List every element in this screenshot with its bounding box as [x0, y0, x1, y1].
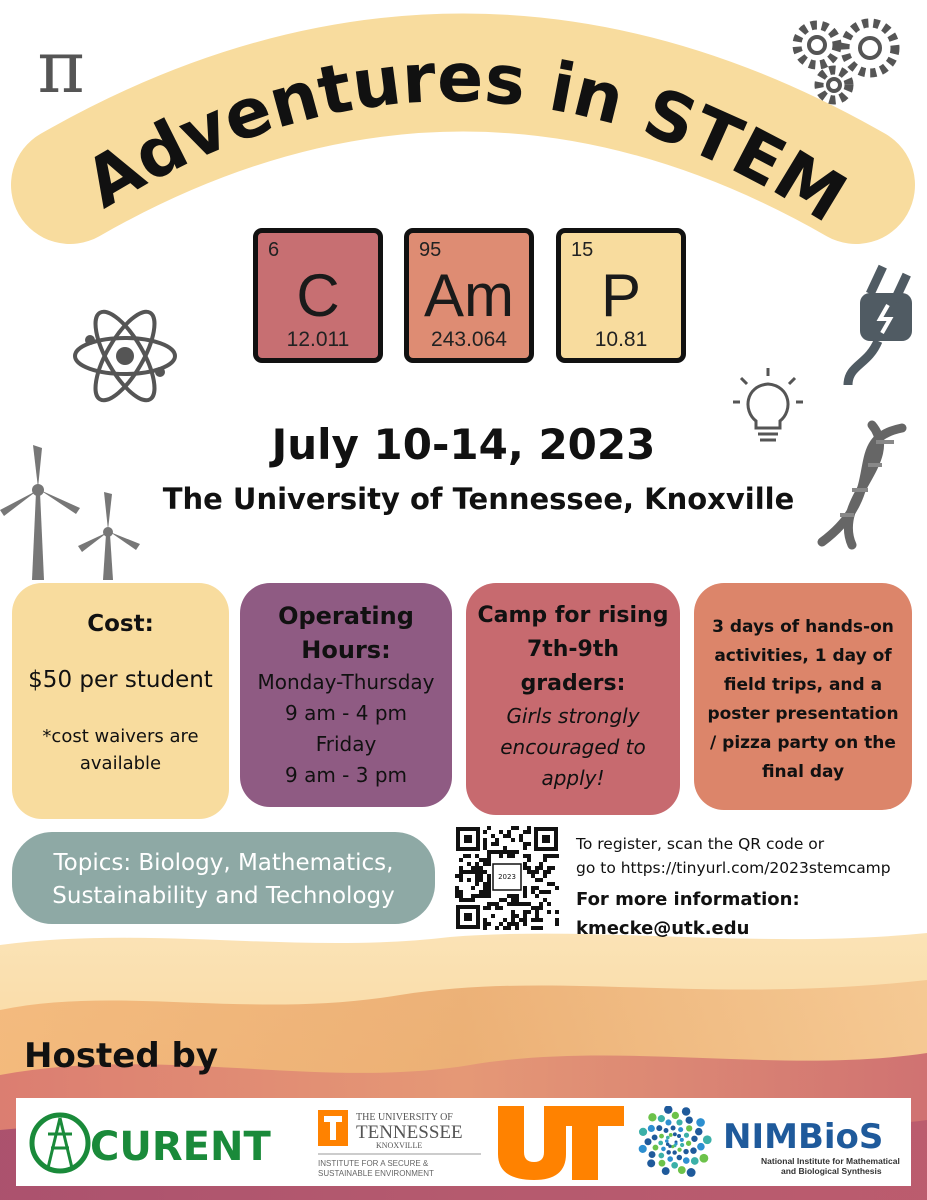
- ut-city: KNOXVILLE: [376, 1141, 423, 1150]
- element-tile-americium: [404, 228, 534, 363]
- activities-box: [694, 583, 912, 810]
- power-t-logo: [496, 1104, 626, 1182]
- element-tile-phosphorus: [556, 228, 686, 363]
- ut-name: TENNESSEE: [356, 1122, 463, 1143]
- hours-days-weekday: Monday-Thursday: [257, 670, 435, 694]
- activities-line6: final day: [761, 762, 845, 782]
- atomic-number: 6: [268, 239, 280, 261]
- cost-note: *cost waivers are available: [42, 726, 199, 774]
- event-venue: The University of Tennessee, Knoxville: [162, 482, 795, 516]
- sponsor-logos: [16, 1098, 911, 1186]
- ut-institute-line2: SUSTAINABLE ENVIRONMENT: [318, 1169, 434, 1178]
- pi-icon: [20, 32, 102, 102]
- hours-time-friday: 9 am - 3 pm: [284, 763, 407, 787]
- topics-line2: Sustainability and Technology: [52, 883, 395, 909]
- hours-days-friday: Friday: [315, 732, 377, 756]
- event-date: July 10-14, 2023: [271, 420, 656, 469]
- hours-heading-line1: Operating: [278, 602, 414, 630]
- grades-note-line3: apply!: [541, 766, 605, 790]
- hours-heading-line2: Hours:: [301, 636, 391, 664]
- gears-icon: [782, 10, 907, 110]
- cost-box: [12, 583, 229, 819]
- element-symbol: C: [296, 262, 340, 329]
- atomic-mass: 12.011: [286, 328, 350, 351]
- contact-email[interactable]: kmecke@utk.edu: [576, 918, 750, 939]
- curent-logo: [28, 1110, 298, 1176]
- qr-code[interactable]: [455, 826, 559, 930]
- atomic-mass: 243.064: [431, 328, 507, 351]
- register-instructions: [576, 832, 926, 880]
- qr-center-label: 2023: [498, 873, 516, 881]
- grades-box: [466, 583, 680, 815]
- ut-small-label: THE UNIVERSITY OF: [356, 1112, 453, 1123]
- register-link[interactable]: go to https://tinyurl.com/2023stemcamp: [576, 859, 891, 877]
- hours-box: [240, 583, 452, 807]
- ut-institute-line1: INSTITUTE FOR A SECURE &: [318, 1159, 429, 1168]
- hosted-by-heading: Hosted by: [24, 1036, 219, 1076]
- grades-heading-line1: Camp for rising: [477, 603, 669, 628]
- page-title: Adventures in STEM: [72, 38, 860, 239]
- atomic-number: 95: [419, 239, 442, 261]
- atomic-number: 15: [571, 239, 594, 261]
- element-symbol: P: [600, 262, 642, 329]
- element-symbol: Am: [424, 262, 514, 329]
- element-tile-carbon: [253, 228, 383, 363]
- grades-heading-line2: 7th-9th: [526, 637, 620, 662]
- svg-text:π: π: [37, 32, 85, 102]
- nimbios-sub-line1: National Institute for Mathematical: [761, 1156, 900, 1166]
- topics-line1: Topics: Biology, Mathematics,: [53, 850, 394, 876]
- grades-note-line2: encouraged to: [500, 735, 646, 759]
- topics-pill: [12, 832, 435, 924]
- atom-icon: [72, 300, 178, 412]
- activities-line1: 3 days of hands-on: [712, 617, 894, 637]
- curent-wordmark: CURENT: [90, 1124, 271, 1170]
- activities-line4: poster presentation: [707, 704, 899, 724]
- register-line1: To register, scan the QR code or: [576, 835, 825, 853]
- atomic-mass: 10.81: [594, 328, 648, 351]
- cost-heading: Cost:: [87, 611, 154, 637]
- grades-heading-line3: graders:: [520, 671, 626, 696]
- activities-line3: field trips, and a: [723, 675, 883, 695]
- cost-price: $50 per student: [28, 667, 213, 693]
- hours-time-weekday: 9 am - 4 pm: [284, 701, 407, 725]
- more-info-label: For more information:: [576, 889, 800, 910]
- plug-icon: [838, 255, 924, 390]
- more-info: [576, 885, 800, 943]
- grades-note-line1: Girls strongly: [506, 704, 640, 728]
- activities-line2: activities, 1 day of: [714, 646, 892, 666]
- nimbios-logo: [631, 1106, 911, 1182]
- nimbios-wordmark: NIMBioS: [723, 1117, 884, 1157]
- nimbios-sub-line2: and Biological Synthesis: [781, 1166, 882, 1176]
- activities-line5: / pizza party on the: [710, 733, 896, 753]
- ut-tennessee-logo: [316, 1106, 486, 1182]
